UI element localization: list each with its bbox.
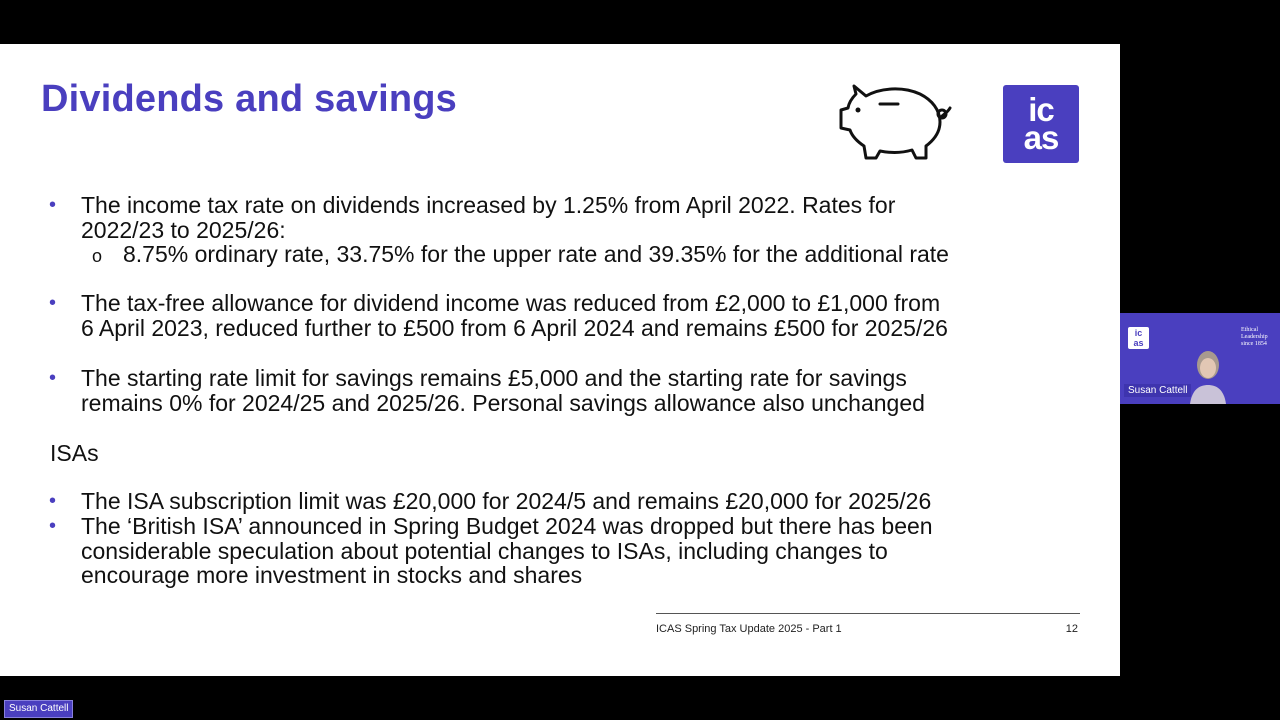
- tagline-line: Ethical: [1241, 327, 1258, 333]
- bullet-dividend-allowance: [49, 290, 1081, 341]
- bullet-savings-rate: [49, 365, 1081, 416]
- tagline-line: Leadership: [1241, 334, 1268, 340]
- sub-bullet-text: 8.75% ordinary rate, 33.75% for the upper rate and 39.35% for the additional rate: [123, 241, 949, 267]
- isas-heading: ISAs: [50, 440, 99, 466]
- slide-page-number: 12: [1065, 623, 1078, 635]
- sub-bullet-circle: o: [92, 246, 103, 266]
- bullet-line: The starting rate limit for savings remains £5,000 and the starting rate for savings: [81, 365, 907, 391]
- bullet-line: encourage more investment in stocks and shares: [81, 562, 583, 588]
- bullet-line: considerable speculation about potential changes to ISAs, including changes to: [81, 537, 888, 564]
- bullet-isa-limit: [49, 488, 1081, 514]
- video-tagline: [1241, 327, 1268, 348]
- logo-text-bottom: as: [1023, 119, 1059, 156]
- footer-divider: [656, 613, 1080, 614]
- icas-logo: [1003, 85, 1079, 163]
- bullet-british-isa: [49, 513, 1081, 588]
- bullet-dot: •: [49, 194, 57, 216]
- bullet-dot: •: [49, 490, 57, 512]
- bullet-line: The income tax rate on dividends increased by 1.25% from April 2022. Rates for: [81, 192, 896, 218]
- bullet-dividend-rates: [49, 192, 1081, 243]
- speaker-video-tile[interactable]: [1120, 313, 1280, 404]
- slide-title: Dividends and savings: [41, 78, 457, 120]
- video-logo-text-top: ic: [1134, 328, 1143, 338]
- video-logo-text-bottom: as: [1133, 338, 1144, 348]
- bullet-dot: •: [49, 515, 57, 537]
- bullet-line: The ‘British ISA’ announced in Spring Budget 2024 was dropped but there has been: [81, 513, 933, 539]
- sub-bullet-rates: [92, 241, 949, 267]
- logo-text-top: ic: [1028, 91, 1054, 128]
- bullet-line: The tax-free allowance for dividend income was reduced from £2,000 to £1,000 from: [81, 290, 941, 316]
- video-icas-logo: [1128, 327, 1149, 349]
- bullet-line: The ISA subscription limit was £20,000 for 2024/5 and remains £20,000 for 2025/26: [81, 488, 932, 514]
- presentation-slide: [0, 44, 1120, 676]
- tagline-line: since 1854: [1241, 341, 1267, 347]
- bullet-dot: •: [49, 292, 57, 314]
- piggy-bank-icon: [836, 74, 952, 166]
- bullet-line: remains 0% for 2024/25 and 2025/26. Personal savings allowance also unchanged: [81, 389, 925, 416]
- bullet-line: 2022/23 to 2025/26:: [81, 216, 286, 243]
- slide-footer: ICAS Spring Tax Update 2025 - Part 1: [656, 623, 842, 635]
- bullet-dot: •: [49, 367, 57, 389]
- participant-name-tag: Susan Cattell: [4, 700, 73, 718]
- bullet-line: 6 April 2023, reduced further to £500 from 6 April 2024 and remains £500 for 2025/26: [81, 314, 948, 341]
- speaker-name-label: Susan Cattell: [1124, 384, 1191, 397]
